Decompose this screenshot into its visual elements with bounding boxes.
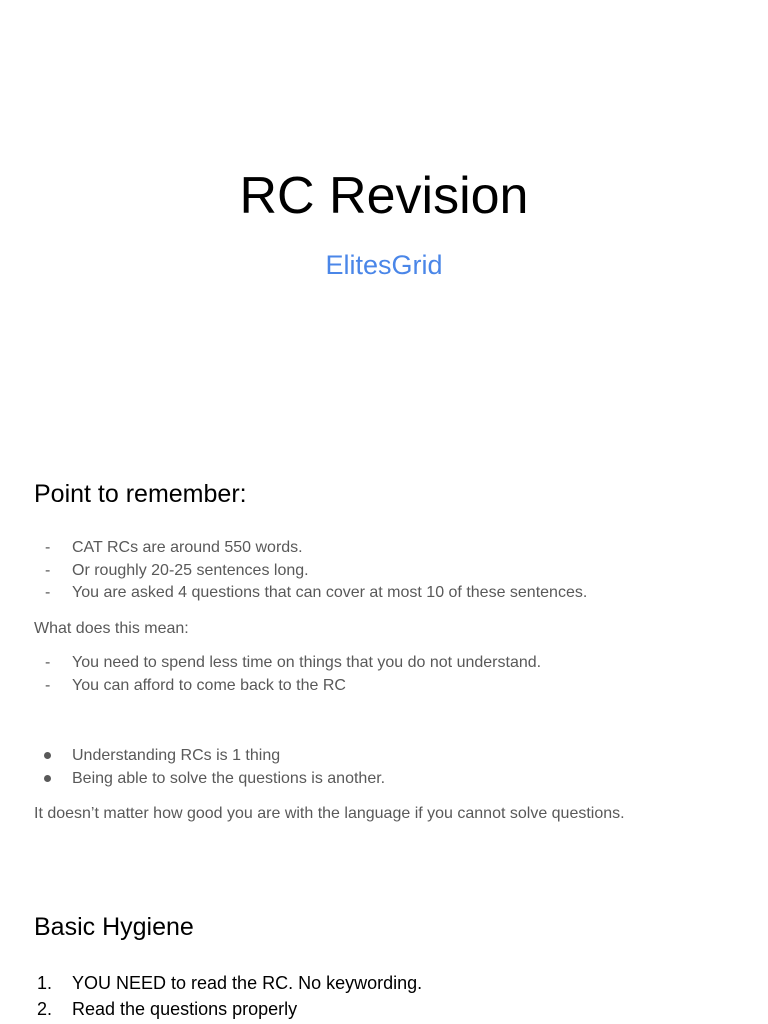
list-item [34,537,587,560]
list-number: 2. [37,999,53,1019]
dash-marker: - [45,561,51,579]
list-item [34,768,385,791]
hygiene-list [34,970,422,1022]
list-item [34,970,422,996]
list-item-text: Being able to solve the questions is another. [72,769,386,787]
list-item-text: YOU NEED to read the RC. No keywording. [72,973,423,993]
list-item [34,675,541,698]
meaning-list [34,652,541,697]
list-item [34,582,587,605]
dash-marker: - [45,584,51,601]
list-item-text: Understanding RCs is 1 thing [72,747,281,764]
list-item [34,996,422,1022]
document-title: RC Revision [239,167,529,225]
list-item-text: You need to spend less time on things that you do not understand. [72,654,542,671]
dash-marker: - [45,539,51,556]
list-item [34,560,587,583]
dash-marker: - [45,654,51,671]
dash-marker: - [45,676,51,694]
bullet-list [34,745,385,790]
list-item [34,745,385,768]
points-list [34,537,587,605]
list-item-text: Read the questions properly [72,999,298,1019]
list-item-text: You can afford to come back to the RC [72,676,346,694]
conclusion-paragraph: It doesn’t matter how good you are with the language if you cannot solve questions. [34,805,625,822]
document-subtitle: ElitesGrid [325,250,443,280]
list-item-text: Or roughly 20-25 sentences long. [72,561,309,579]
list-number: 1. [37,973,53,993]
list-item-text: You are asked 4 questions that can cover at most 10 of these sentences. [72,584,588,601]
list-item [34,652,541,675]
bullet-icon [44,775,51,782]
list-item-text: CAT RCs are around 550 words. [72,539,303,556]
what-does-this-mean-label: What does this mean: [34,620,189,637]
section-heading-hygiene: Basic Hygiene [34,913,194,941]
bullet-icon [44,752,51,759]
section-heading-points: Point to remember: [34,480,247,508]
